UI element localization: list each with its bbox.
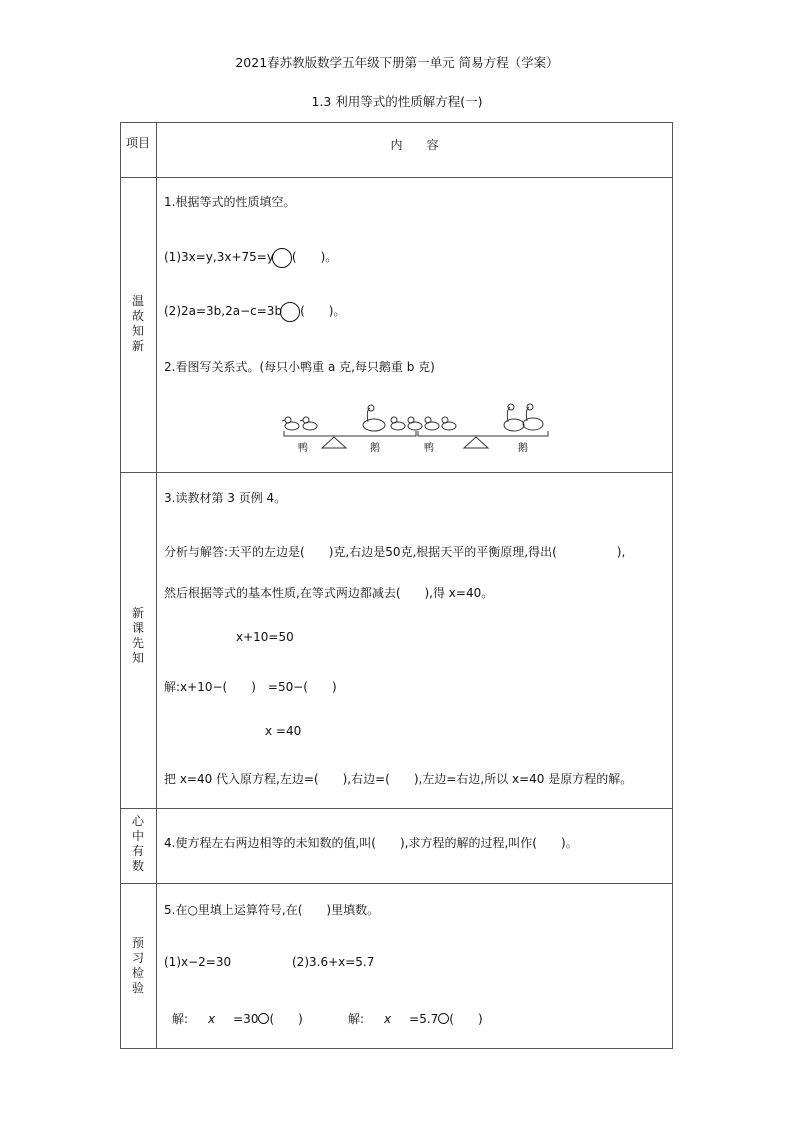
verification-line: 把 x=40 代入原方程,左边=( ),右边=( ),左边=右边,所以 x=40 是原方程的解。: [164, 772, 633, 786]
blank-circle[interactable]: [280, 302, 300, 322]
solution-2: 解: x =5.7 ( ): [348, 1012, 483, 1026]
duck-icon: [425, 417, 439, 430]
duck-label: 鸭: [424, 443, 434, 454]
analysis-line: 然后根据等式的基本性质,在等式两边都减去( ),得 x=40。: [164, 586, 494, 600]
duck-icon: [300, 417, 317, 430]
row-divider: [120, 177, 673, 178]
balance-scale-figure: [278, 398, 553, 458]
equation: x+10=50: [236, 630, 294, 644]
problem-1: (1)x−2=30: [164, 955, 232, 969]
question-3: 3.读教材第 3 页例 4。: [164, 491, 287, 505]
row-divider: [120, 883, 673, 884]
analysis-line: 分析与解答:天平的左边是( )克,右边是50克,根据天平的平衡原理,得出( ),: [164, 545, 626, 559]
header-content: 内 容: [390, 138, 439, 152]
question-1: 1.根据等式的性质填空。: [164, 195, 296, 209]
section-label-preview: 新 课 先 知: [131, 606, 144, 665]
solution-1: 解: x =30 ( ): [172, 1012, 303, 1026]
row-divider: [120, 808, 673, 809]
duck-label: 鸭: [298, 443, 308, 454]
solution-step: 解:x+10−( ) =50−( ): [164, 680, 337, 694]
operator-circle[interactable]: [438, 1013, 449, 1024]
header-item: 项目: [125, 136, 150, 150]
question-4: 4.使方程左右两边相等的未知数的值,叫( ),求方程的解的过程,叫作( )。: [164, 836, 578, 850]
goose-label: 鹅: [518, 443, 528, 454]
operator-circle[interactable]: [258, 1013, 269, 1024]
column-divider: [156, 122, 157, 1049]
goose-label: 鹅: [370, 443, 380, 454]
duck-icon: [282, 417, 299, 430]
goose-icon: [363, 405, 385, 431]
question-1a: (1)3x=y,3x+75=y ( )。: [164, 248, 337, 268]
document-title: 2021春苏教版数学五年级下册第一单元 简易方程（学案）: [235, 55, 559, 70]
question-5: 5.在○里填上运算符号,在( )里填数。: [164, 903, 380, 917]
solution-result: x =40: [265, 724, 302, 738]
problem-2: (2)3.6+x=5.7: [292, 955, 375, 969]
duck-icon: [442, 417, 456, 430]
question-1b: (2)2a=3b,2a−c=3b ( )。: [164, 302, 345, 322]
question-2: 2.看图写关系式。(每只小鸭重 a 克,每只鹅重 b 克): [164, 360, 435, 374]
goose-icon: [523, 404, 543, 430]
section-label-check: 预 习 检 验: [131, 936, 144, 995]
row-divider: [120, 472, 673, 473]
goose-icon: [504, 404, 524, 431]
duck-icon: [408, 417, 422, 430]
duck-icon: [391, 417, 405, 430]
lesson-subtitle: 1.3 利用等式的性质解方程(一): [311, 94, 483, 109]
blank-circle[interactable]: [272, 248, 292, 268]
section-label-summary: 心 中 有 数: [131, 814, 144, 873]
section-label-review: 温 故 知 新: [131, 294, 144, 353]
